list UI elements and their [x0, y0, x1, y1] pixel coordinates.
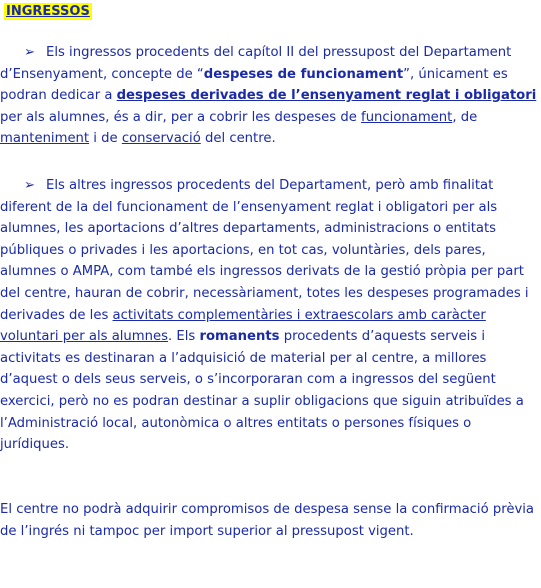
underlined-term: conservació — [121, 131, 201, 147]
bold-term: romanents — [199, 329, 280, 345]
text: del centre. — [200, 131, 276, 147]
paragraph-capitol-ii — [0, 42, 538, 150]
arrow-bullet-icon: ➢ — [24, 178, 36, 193]
underlined-term: funcionament — [361, 109, 453, 125]
text: per als alumnes, és a dir, per a cobrir les despeses de — [0, 109, 362, 125]
text: , de — [452, 109, 478, 125]
text: i de — [89, 131, 122, 147]
underlined-term: despeses derivades de l’ensenyament reglat i obligatori — [116, 88, 537, 104]
text: procedents d’aquests serveis i activitats es destinaran a l’adquisició de material per al centre, a millores d’aquest o dels seus serveis, o s’incorporaran com a ingressos del següent exercici, però no es podran destinar a suplir obligacions que siguin atribuïdes a l’Administració local, autonòmica o altres entitats o persones físiques o jurídiques. — [0, 329, 524, 453]
section-title: INGRESSOS — [6, 4, 90, 19]
text: Els ingressos procedents del capítol II del pressupost del Departament d’Ensenyament, concepte de “ — [0, 45, 512, 82]
text: Els altres ingressos procedents del Departament, però amb finalitat diferent de la del funcionament de l’ensenyament reglat i obligatori per als alumnes, les aportacions d’altres departaments, administracions o entitats públiques o privades i les aportacions, en tot cas, voluntàries, dels pares, alumnes o AMPA, com també els ingressos derivats de la gestió pròpia per part del centre, hauran de cobrir, necessàriament, totes les despeses programades i derivades de les — [0, 178, 529, 323]
underlined-term: manteniment — [0, 131, 90, 147]
text: . Els — [167, 329, 200, 345]
text: ”, únicament es podran dedicar a — [0, 66, 508, 104]
bold-term: despeses de funcionament — [203, 66, 404, 82]
paragraph-compromisos: El centre no podrà adquirir compromisos de despesa sense la confirmació prèvia de l’ingrés ni tampoc per import superior al pressupost vigent. — [0, 502, 534, 539]
paragraph-altres-ingressos — [0, 175, 538, 456]
underlined-term: activitats complementàries i extraescolars amb caràcter voluntari per als alumnes — [0, 307, 486, 345]
arrow-bullet-icon: ➢ — [24, 45, 36, 60]
